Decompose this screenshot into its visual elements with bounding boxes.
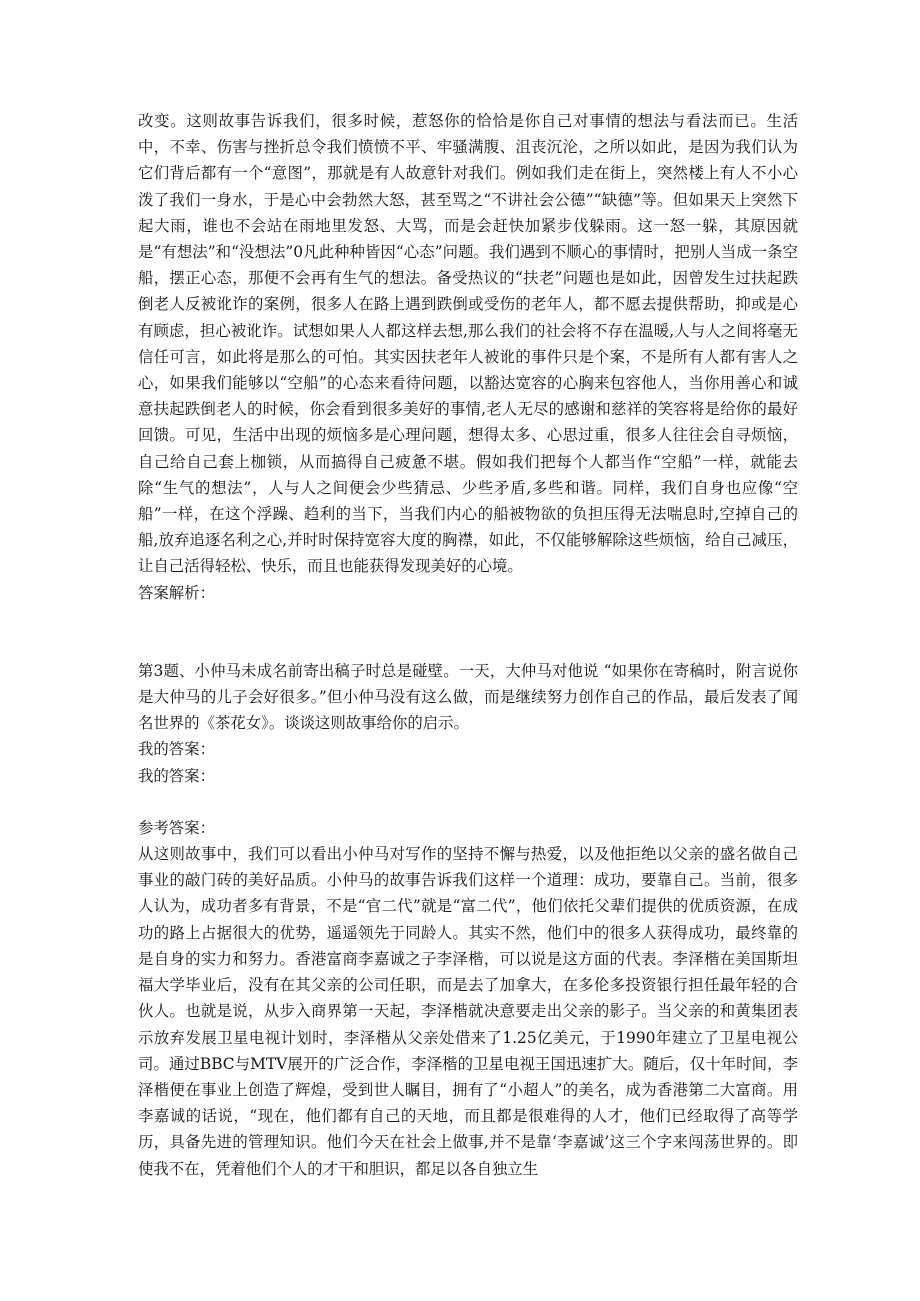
passage-text: 改变。这则故事告诉我们，很多时候，惹怒你的恰恰是你自己对事情的想法与看法而已。生活中，不幸、伤害与挫折总令我们愤愤不平、牢骚满腹、沮丧沉沦，之所以如此，是因为我们认为它们背后都有一个“意图”，那就是有人故意针对我们。例如我们走在街上，突然楼上有人不小心泼了我们一身水，于是心中会勃然大怒，甚至骂之“不讲社会公德”“缺德”等。但如果天上突然下起大雨，谁也不会站在雨地里发怒、大骂，而是会赶快加紧步伐躲雨。这一怒一躲，其原因就是“有想法”和“没想法”0凡此种种皆因“心态”问题。我们遇到不顺心的事情时，把别人当成一条空船，摆正心态，那便不会再有生气的想法。备受热议的“扶老”问题也是如此，因曾发生过扶起跌倒老人反被讹诈的案例，很多人在路上遇到跌倒或受伤的老年人，都不愿去提供帮助，抑或是心有顾虑，担心被讹诈。试想如果人人都这样去想,那么我们的社会将不存在温暖,人与人之间将毫无信任可言，如此将是那么的可怕。其实因扶老年人被讹的事件只是个案，不是所有人都有害人之心，如果我们能够以“空船”的心态来看待问题，以豁达宽容的心胸来包容他人，当你用善心和诚意扶起跌倒老人的时候，你会看到很多美好的事情,老人无尽的感谢和慈祥的笑容将是给你的最好回馈。可见，生活中出现的烦恼多是心理问题，想得太多、心思过重，很多人往往会自寻烦恼，自己给自己套上枷锁，从而搞得自己疲惫不堪。假如我们把每个人都当作“空船”一样，就能去除“生气的想法”，人与人之间便会少些猜忌、少些矛盾,多些和谐。同样，我们自身也应像“空船”一样，在这个浮躁、趋利的当下，当我们内心的船被物欲的负担压得无法喘息时,空掉自己的船,放弃追逐名利之心,并时时保持宽容大度的胸襟，如此，不仅能够解除这些烦恼，给自己减压，让自己活得轻松、快乐，而且也能获得发现美好的心境。 <box>138 112 798 576</box>
my-answer-label: 我的答案： <box>138 740 215 759</box>
my-answer-label-repeat: 我的答案： <box>138 766 215 785</box>
document-page <box>138 108 798 1182</box>
question-3-text: 第3题、小仲马未成名前寄出稿子时总是碰壁。一天，大仲马对他说 “如果你在寄稿时，附言说你是大仲马的儿子会好很多。”但小仲马没有这么做，而是继续努力创作自己的作品，最后发表了闻名世界的《茶花女》。谈谈这则故事给你的启示。 <box>138 661 798 733</box>
blank-space-2 <box>138 789 798 815</box>
blank-space <box>138 606 798 658</box>
answer-analysis-label: 答案解析： <box>138 583 215 602</box>
reference-answer-text: 从这则故事中，我们可以看出小仲马对写作的坚持不懈与热爱，以及他拒绝以父亲的盛名做自己事业的敲门砖的美好品质。小仲马的故事告诉我们这样一个道理：成功，要靠自己。当前，很多人认为，成功者多有背景，不是“官二代”就是“富二代”，他们依托父辈们提供的优质资源，在成功的路上占据很大的优势，遥遥领先于同龄人。其实不然，他们中的很多人获得成功，最终靠的是自身的实力和努力。香港富商李嘉诚之子李泽楷，可以说是这方面的代表。李泽楷在美国斯坦福大学毕业后，没有在其父亲的公司任职，而是去了加拿大，在多伦多投资银行担任最年轻的合伙人。也就是说，从步入商界第一天起，李泽楷就决意要走出父亲的影子。当父亲的和黄集团表示放弃发展卫星电视计划时，李泽楷从父亲处借来了1.25亿美元，于1990年建立了卫星电视公司。通过BBC与MTV展开的广泛合作，李泽楷的卫星电视王国迅速扩大。随后，仅十年时间，李泽楷便在事业上创造了辉煌，受到世人瞩目，拥有了“小超人”的美名，成为香港第二大富商。用李嘉诚的话说，“现在，他们都有自己的天地，而且都是很难得的人才，他们已经取得了高等学历，具备先进的管理知识。他们今天在社会上做事,并不是靠‘李嘉诚’这三个字来闯荡世界的。即使我不在，凭着他们个人的才干和胆识，都足以各自独立生 <box>138 845 798 1178</box>
reference-answer-label: 参考答案： <box>138 818 215 837</box>
